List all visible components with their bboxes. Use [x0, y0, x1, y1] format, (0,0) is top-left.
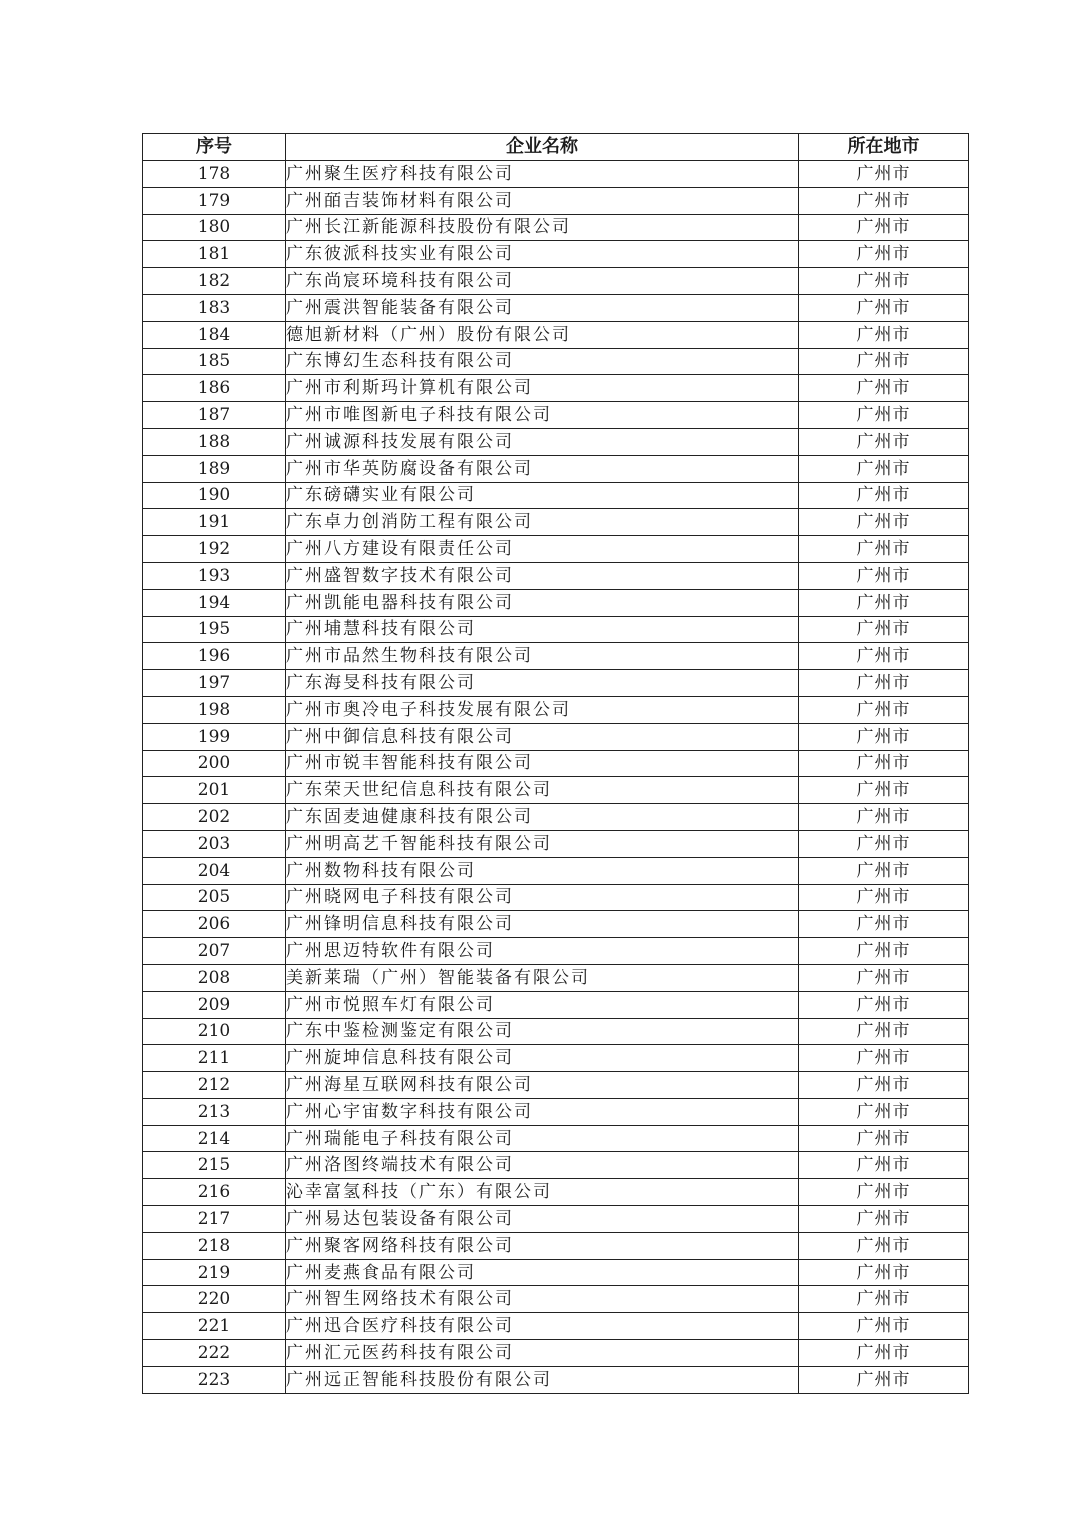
row-seq: 193: [143, 562, 286, 589]
row-city: 广州市: [799, 348, 969, 375]
table-row: [143, 321, 969, 348]
row-city: 广州市: [799, 991, 969, 1018]
row-seq: 202: [143, 804, 286, 831]
row-city: 广州市: [799, 428, 969, 455]
row-company-name: 广州盛智数字技术有限公司: [286, 562, 799, 589]
table-row: [143, 161, 969, 188]
row-seq: 219: [143, 1259, 286, 1286]
row-company-name: 广州迅合医疗科技有限公司: [286, 1313, 799, 1340]
row-seq: 187: [143, 402, 286, 429]
row-company-name: 广东荣天世纪信息科技有限公司: [286, 777, 799, 804]
row-company-name: 广州长江新能源科技股份有限公司: [286, 214, 799, 241]
table-row: [143, 1125, 969, 1152]
row-city: 广州市: [799, 1259, 969, 1286]
table-row: [143, 1152, 969, 1179]
row-city: 广州市: [799, 268, 969, 295]
company-list-table: [142, 133, 969, 1394]
row-seq: 184: [143, 321, 286, 348]
row-city: 广州市: [799, 750, 969, 777]
row-seq: 196: [143, 643, 286, 670]
row-seq: 222: [143, 1340, 286, 1367]
table-row: [143, 214, 969, 241]
row-company-name: 广州麦燕食品有限公司: [286, 1259, 799, 1286]
row-company-name: 广州市奥冷电子科技发展有限公司: [286, 696, 799, 723]
row-seq: 223: [143, 1366, 286, 1393]
table-row: [143, 482, 969, 509]
row-seq: 221: [143, 1313, 286, 1340]
row-city: 广州市: [799, 562, 969, 589]
table-row: [143, 884, 969, 911]
row-city: 广州市: [799, 804, 969, 831]
table-row: [143, 268, 969, 295]
table-row: [143, 964, 969, 991]
row-seq: 214: [143, 1125, 286, 1152]
row-company-name: 广东博幻生态科技有限公司: [286, 348, 799, 375]
row-seq: 208: [143, 964, 286, 991]
table-row: [143, 804, 969, 831]
row-seq: 185: [143, 348, 286, 375]
table-row: [143, 402, 969, 429]
table-row: [143, 723, 969, 750]
table-row: [143, 562, 969, 589]
row-city: 广州市: [799, 1313, 969, 1340]
row-seq: 194: [143, 589, 286, 616]
table-body: [143, 161, 969, 1394]
row-company-name: 广东中鉴检测鉴定有限公司: [286, 1018, 799, 1045]
row-city: 广州市: [799, 1286, 969, 1313]
row-city: 广州市: [799, 589, 969, 616]
row-city: 广州市: [799, 1072, 969, 1099]
row-seq: 220: [143, 1286, 286, 1313]
row-seq: 204: [143, 857, 286, 884]
row-company-name: 广州明高艺千智能科技有限公司: [286, 830, 799, 857]
row-seq: 178: [143, 161, 286, 188]
table-row: [143, 750, 969, 777]
table-row: [143, 911, 969, 938]
table-row: [143, 643, 969, 670]
row-city: 广州市: [799, 830, 969, 857]
row-company-name: 广州旋坤信息科技有限公司: [286, 1045, 799, 1072]
table-header-row: [143, 134, 969, 161]
row-company-name: 广东尚宸环境科技有限公司: [286, 268, 799, 295]
row-city: 广州市: [799, 187, 969, 214]
row-seq: 217: [143, 1206, 286, 1233]
header-city: 所在地市: [799, 134, 969, 161]
row-city: 广州市: [799, 214, 969, 241]
header-company-name: 企业名称: [286, 134, 799, 161]
row-city: 广州市: [799, 321, 969, 348]
table-row: [143, 1259, 969, 1286]
table-row: [143, 777, 969, 804]
row-seq: 200: [143, 750, 286, 777]
row-company-name: 广州震洪智能装备有限公司: [286, 294, 799, 321]
row-company-name: 沁幸富氢科技（广东）有限公司: [286, 1179, 799, 1206]
row-seq: 180: [143, 214, 286, 241]
row-seq: 203: [143, 830, 286, 857]
row-seq: 179: [143, 187, 286, 214]
row-company-name: 广州市品然生物科技有限公司: [286, 643, 799, 670]
row-company-name: 广州皕吉装饰材料有限公司: [286, 187, 799, 214]
row-seq: 190: [143, 482, 286, 509]
row-company-name: 广州汇元医药科技有限公司: [286, 1340, 799, 1367]
row-city: 广州市: [799, 1206, 969, 1233]
table-row: [143, 294, 969, 321]
row-company-name: 广州瑞能电子科技有限公司: [286, 1125, 799, 1152]
row-city: 广州市: [799, 857, 969, 884]
row-seq: 207: [143, 938, 286, 965]
row-company-name: 广州市利斯玛计算机有限公司: [286, 375, 799, 402]
row-seq: 209: [143, 991, 286, 1018]
table-row: [143, 1340, 969, 1367]
row-seq: 216: [143, 1179, 286, 1206]
row-city: 广州市: [799, 1152, 969, 1179]
row-seq: 182: [143, 268, 286, 295]
row-company-name: 德旭新材料（广州）股份有限公司: [286, 321, 799, 348]
row-company-name: 广州数物科技有限公司: [286, 857, 799, 884]
row-city: 广州市: [799, 482, 969, 509]
row-company-name: 广州凯能电器科技有限公司: [286, 589, 799, 616]
row-seq: 211: [143, 1045, 286, 1072]
row-seq: 199: [143, 723, 286, 750]
row-company-name: 广州锋明信息科技有限公司: [286, 911, 799, 938]
row-company-name: 美新莱瑞（广州）智能装备有限公司: [286, 964, 799, 991]
row-company-name: 广东固麦迪健康科技有限公司: [286, 804, 799, 831]
row-city: 广州市: [799, 884, 969, 911]
row-city: 广州市: [799, 643, 969, 670]
table-row: [143, 1018, 969, 1045]
table-row: [143, 375, 969, 402]
row-city: 广州市: [799, 455, 969, 482]
row-company-name: 广州心宇宙数字科技有限公司: [286, 1098, 799, 1125]
row-city: 广州市: [799, 616, 969, 643]
table-row: [143, 696, 969, 723]
table-row: [143, 1045, 969, 1072]
row-company-name: 广州海星互联网科技有限公司: [286, 1072, 799, 1099]
row-company-name: 广州智生网络技术有限公司: [286, 1286, 799, 1313]
row-seq: 181: [143, 241, 286, 268]
table-row: [143, 991, 969, 1018]
row-company-name: 广州聚客网络科技有限公司: [286, 1232, 799, 1259]
table-row: [143, 187, 969, 214]
row-company-name: 广州聚生医疗科技有限公司: [286, 161, 799, 188]
row-company-name: 广州洛图终端技术有限公司: [286, 1152, 799, 1179]
row-seq: 191: [143, 509, 286, 536]
row-city: 广州市: [799, 1045, 969, 1072]
row-city: 广州市: [799, 670, 969, 697]
table-row: [143, 938, 969, 965]
table-row: [143, 857, 969, 884]
table-row: [143, 348, 969, 375]
table-row: [143, 1313, 969, 1340]
row-city: 广州市: [799, 696, 969, 723]
table-row: [143, 428, 969, 455]
row-city: 广州市: [799, 723, 969, 750]
row-city: 广州市: [799, 1098, 969, 1125]
row-seq: 205: [143, 884, 286, 911]
row-company-name: 广州思迈特软件有限公司: [286, 938, 799, 965]
row-seq: 192: [143, 536, 286, 563]
row-seq: 189: [143, 455, 286, 482]
row-seq: 198: [143, 696, 286, 723]
row-city: 广州市: [799, 241, 969, 268]
row-city: 广州市: [799, 161, 969, 188]
row-seq: 210: [143, 1018, 286, 1045]
row-seq: 218: [143, 1232, 286, 1259]
row-city: 广州市: [799, 938, 969, 965]
table-row: [143, 1072, 969, 1099]
row-seq: 188: [143, 428, 286, 455]
table-row: [143, 1206, 969, 1233]
row-city: 广州市: [799, 1232, 969, 1259]
row-company-name: 广州诚源科技发展有限公司: [286, 428, 799, 455]
header-seq: 序号: [143, 134, 286, 161]
row-company-name: 广州中御信息科技有限公司: [286, 723, 799, 750]
row-seq: 195: [143, 616, 286, 643]
table-row: [143, 1232, 969, 1259]
row-company-name: 广东卓力创消防工程有限公司: [286, 509, 799, 536]
row-company-name: 广州八方建设有限责任公司: [286, 536, 799, 563]
row-city: 广州市: [799, 402, 969, 429]
row-city: 广州市: [799, 1340, 969, 1367]
row-city: 广州市: [799, 1179, 969, 1206]
row-city: 广州市: [799, 536, 969, 563]
table-row: [143, 1098, 969, 1125]
table-row: [143, 616, 969, 643]
row-company-name: 广州市唯图新电子科技有限公司: [286, 402, 799, 429]
row-seq: 186: [143, 375, 286, 402]
table-row: [143, 670, 969, 697]
row-seq: 197: [143, 670, 286, 697]
row-company-name: 广东彼派科技实业有限公司: [286, 241, 799, 268]
row-company-name: 广东海旻科技有限公司: [286, 670, 799, 697]
row-company-name: 广州易达包装设备有限公司: [286, 1206, 799, 1233]
row-company-name: 广州远正智能科技股份有限公司: [286, 1366, 799, 1393]
row-city: 广州市: [799, 509, 969, 536]
row-seq: 201: [143, 777, 286, 804]
table-row: [143, 1179, 969, 1206]
row-city: 广州市: [799, 1366, 969, 1393]
row-company-name: 广州市华英防腐设备有限公司: [286, 455, 799, 482]
row-city: 广州市: [799, 911, 969, 938]
row-company-name: 广州市锐丰智能科技有限公司: [286, 750, 799, 777]
row-city: 广州市: [799, 294, 969, 321]
row-seq: 206: [143, 911, 286, 938]
table-row: [143, 509, 969, 536]
table-row: [143, 241, 969, 268]
table-row: [143, 536, 969, 563]
row-seq: 213: [143, 1098, 286, 1125]
row-company-name: 广东磅礴实业有限公司: [286, 482, 799, 509]
row-seq: 212: [143, 1072, 286, 1099]
row-seq: 215: [143, 1152, 286, 1179]
table-row: [143, 589, 969, 616]
row-city: 广州市: [799, 1018, 969, 1045]
table-row: [143, 1366, 969, 1393]
row-company-name: 广州市悦照车灯有限公司: [286, 991, 799, 1018]
table-row: [143, 830, 969, 857]
row-city: 广州市: [799, 964, 969, 991]
row-company-name: 广州晓网电子科技有限公司: [286, 884, 799, 911]
row-seq: 183: [143, 294, 286, 321]
row-city: 广州市: [799, 1125, 969, 1152]
row-city: 广州市: [799, 375, 969, 402]
table-row: [143, 455, 969, 482]
table-row: [143, 1286, 969, 1313]
row-company-name: 广州埔慧科技有限公司: [286, 616, 799, 643]
row-city: 广州市: [799, 777, 969, 804]
